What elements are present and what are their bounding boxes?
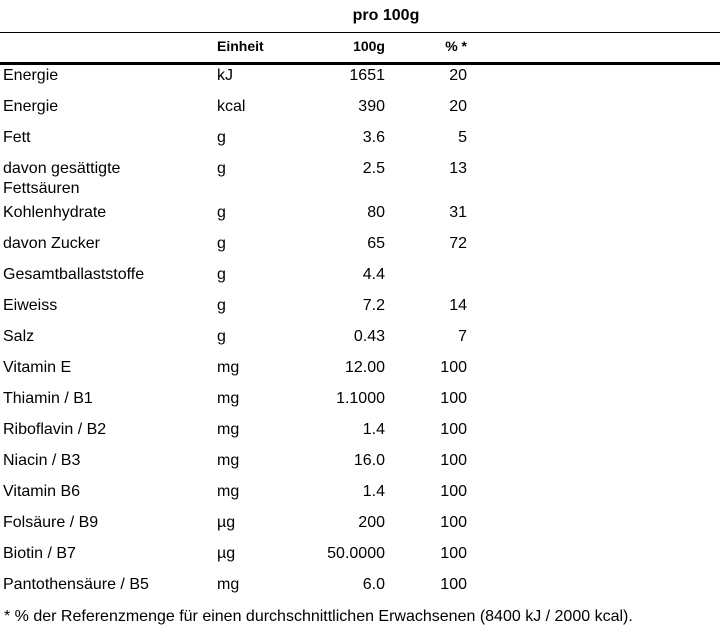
nutrient-percent: 100 xyxy=(440,576,467,593)
nutrient-value: 1.4 xyxy=(362,483,385,500)
table-row xyxy=(0,159,720,203)
nutrient-name: davon gesättigte Fettsäuren xyxy=(3,160,121,197)
header-divider-thin xyxy=(0,32,720,33)
table-row xyxy=(0,575,720,606)
nutrient-percent: 100 xyxy=(440,452,467,469)
table-row xyxy=(0,234,720,265)
nutrient-unit: g xyxy=(217,129,226,146)
column-header-percent: % * xyxy=(445,38,467,54)
nutrient-unit: mg xyxy=(217,452,240,469)
nutrient-unit: µg xyxy=(217,514,236,531)
nutrient-unit: g xyxy=(217,266,226,283)
nutrient-unit: mg xyxy=(217,359,240,376)
table-row xyxy=(0,265,720,296)
footnote: * % der Referenzmenge für einen durchschnittlichen Erwachsenen (8400 kJ / 2000 kcal). xyxy=(4,608,633,625)
table-row xyxy=(0,482,720,513)
table-row xyxy=(0,97,720,128)
nutrient-unit: µg xyxy=(217,545,236,562)
nutrient-percent: 100 xyxy=(440,514,467,531)
nutrient-unit: mg xyxy=(217,390,240,407)
table-row xyxy=(0,327,720,358)
nutrient-value: 16.0 xyxy=(353,452,385,469)
nutrient-percent: 72 xyxy=(449,235,467,252)
table-row xyxy=(0,389,720,420)
nutrient-percent: 100 xyxy=(440,545,467,562)
nutrient-percent: 100 xyxy=(440,359,467,376)
table-row xyxy=(0,358,720,389)
nutrient-unit: g xyxy=(217,235,226,252)
nutrient-name: Eiweiss xyxy=(3,297,58,314)
table-row xyxy=(0,420,720,451)
nutrient-percent: 31 xyxy=(449,204,467,221)
table-row xyxy=(0,513,720,544)
column-header-unit: Einheit xyxy=(217,38,264,54)
nutrient-name: Thiamin / B1 xyxy=(3,390,93,407)
column-header-value: 100g xyxy=(353,38,385,54)
nutrient-percent: 100 xyxy=(440,483,467,500)
nutrient-name: Biotin / B7 xyxy=(3,545,76,562)
nutrient-unit: g xyxy=(217,160,226,177)
table-row xyxy=(0,296,720,327)
nutrient-percent: 100 xyxy=(440,390,467,407)
header-divider-thick xyxy=(0,62,720,65)
nutrient-name: Vitamin B6 xyxy=(3,483,81,500)
nutrient-percent: 20 xyxy=(449,98,467,115)
nutrient-unit: mg xyxy=(217,483,240,500)
nutrition-table-body xyxy=(0,66,720,606)
nutrient-value: 3.6 xyxy=(362,129,385,146)
nutrient-unit: mg xyxy=(217,576,240,593)
nutrient-unit: g xyxy=(217,328,226,345)
nutrient-name: Energie xyxy=(3,98,59,115)
nutrient-value: 390 xyxy=(358,98,385,115)
nutrient-name: Salz xyxy=(3,328,35,345)
nutrient-name: davon Zucker xyxy=(3,235,100,252)
nutrient-unit: kJ xyxy=(217,67,233,84)
nutrient-percent: 14 xyxy=(449,297,467,314)
nutrient-percent: 20 xyxy=(449,67,467,84)
nutrient-value: 80 xyxy=(367,204,385,221)
nutrient-value: 1651 xyxy=(349,67,385,84)
table-row xyxy=(0,544,720,575)
table-row xyxy=(0,66,720,97)
nutrient-percent: 13 xyxy=(449,160,467,177)
table-row xyxy=(0,451,720,482)
nutrient-value: 7.2 xyxy=(362,297,385,314)
nutrient-name: Folsäure / B9 xyxy=(3,514,99,531)
nutrient-value: 2.5 xyxy=(362,160,385,177)
nutrient-value: 1.4 xyxy=(362,421,385,438)
nutrient-unit: g xyxy=(217,204,226,221)
nutrient-name: Fett xyxy=(3,129,31,146)
nutrient-name: Energie xyxy=(3,67,59,84)
nutrient-unit: kcal xyxy=(217,98,246,115)
nutrient-percent: 100 xyxy=(440,421,467,438)
nutrient-name: Riboflavin / B2 xyxy=(3,421,107,438)
nutrient-percent: 7 xyxy=(458,328,467,345)
nutrient-name: Kohlenhydrate xyxy=(3,204,107,221)
nutrient-name: Pantothensäure / B5 xyxy=(3,576,149,593)
table-row xyxy=(0,128,720,159)
nutrient-percent: 5 xyxy=(458,129,467,146)
nutrient-name: Gesamtballaststoffe xyxy=(3,266,145,283)
nutrient-name: Niacin / B3 xyxy=(3,452,81,469)
nutrient-value: 50.0000 xyxy=(327,545,385,562)
nutrient-value: 0.43 xyxy=(353,328,385,345)
group-header: pro 100g xyxy=(352,7,420,24)
nutrient-unit: g xyxy=(217,297,226,314)
nutrient-value: 6.0 xyxy=(362,576,385,593)
nutrient-unit: mg xyxy=(217,421,240,438)
nutrient-name: Vitamin E xyxy=(3,359,72,376)
nutrient-value: 200 xyxy=(358,514,385,531)
table-row xyxy=(0,203,720,234)
nutrient-value: 65 xyxy=(367,235,385,252)
nutrient-value: 1.1000 xyxy=(336,390,385,407)
nutrient-value: 12.00 xyxy=(344,359,385,376)
nutrient-value: 4.4 xyxy=(362,266,385,283)
